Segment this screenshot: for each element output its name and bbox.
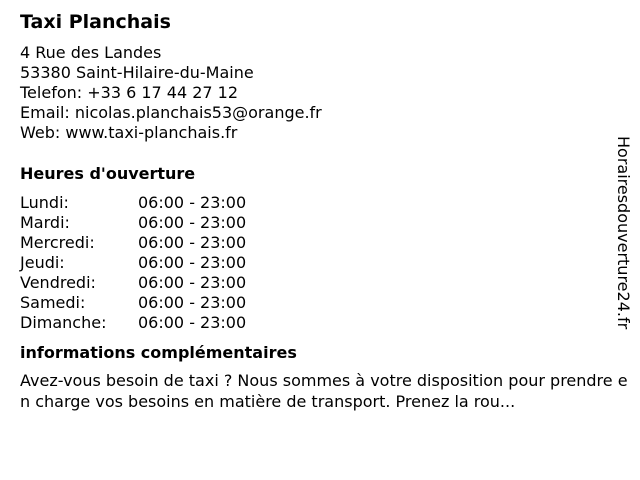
time-range: 06:00 - 23:00 <box>138 253 247 272</box>
additional-info-text: Avez-vous besoin de taxi ? Nous sommes à votre disposition pour prendre en charge vos besoins en matière de transport. Prenez la rou... <box>20 371 628 411</box>
additional-info-heading: informations complémentaires <box>20 343 297 362</box>
email-address: Email: nicolas.planchais53@orange.fr <box>20 103 322 122</box>
day-label: Samedi: <box>20 293 86 312</box>
opening-hours-table <box>20 193 246 333</box>
time-range: 06:00 - 23:00 <box>138 193 247 212</box>
address-city: 53380 Saint-Hilaire-du-Maine <box>20 63 254 82</box>
day-label: Jeudi: <box>20 253 65 272</box>
time-range: 06:00 - 23:00 <box>138 273 247 292</box>
time-range: 06:00 - 23:00 <box>138 213 247 232</box>
hours-row-sunday <box>20 313 246 333</box>
day-label: Dimanche: <box>20 313 107 332</box>
hours-row-tuesday <box>20 213 246 233</box>
hours-row-monday <box>20 193 246 213</box>
address-street: 4 Rue des Landes <box>20 43 162 62</box>
business-name: Taxi Planchais <box>20 11 171 33</box>
time-range: 06:00 - 23:00 <box>138 233 247 252</box>
opening-hours-heading: Heures d'ouverture <box>20 164 196 183</box>
day-label: Mardi: <box>20 213 70 232</box>
time-range: 06:00 - 23:00 <box>138 313 247 332</box>
day-label: Lundi: <box>20 193 69 212</box>
hours-row-saturday <box>20 293 246 313</box>
phone-number: Telefon: +33 6 17 44 27 12 <box>20 83 239 102</box>
site-watermark: Horairesdouverture24.fr <box>614 136 633 330</box>
hours-row-thursday <box>20 253 246 273</box>
time-range: 06:00 - 23:00 <box>138 293 247 312</box>
day-label: Vendredi: <box>20 273 96 292</box>
hours-row-friday <box>20 273 246 293</box>
website: Web: www.taxi-planchais.fr <box>20 123 238 142</box>
day-label: Mercredi: <box>20 233 95 252</box>
hours-row-wednesday <box>20 233 246 253</box>
